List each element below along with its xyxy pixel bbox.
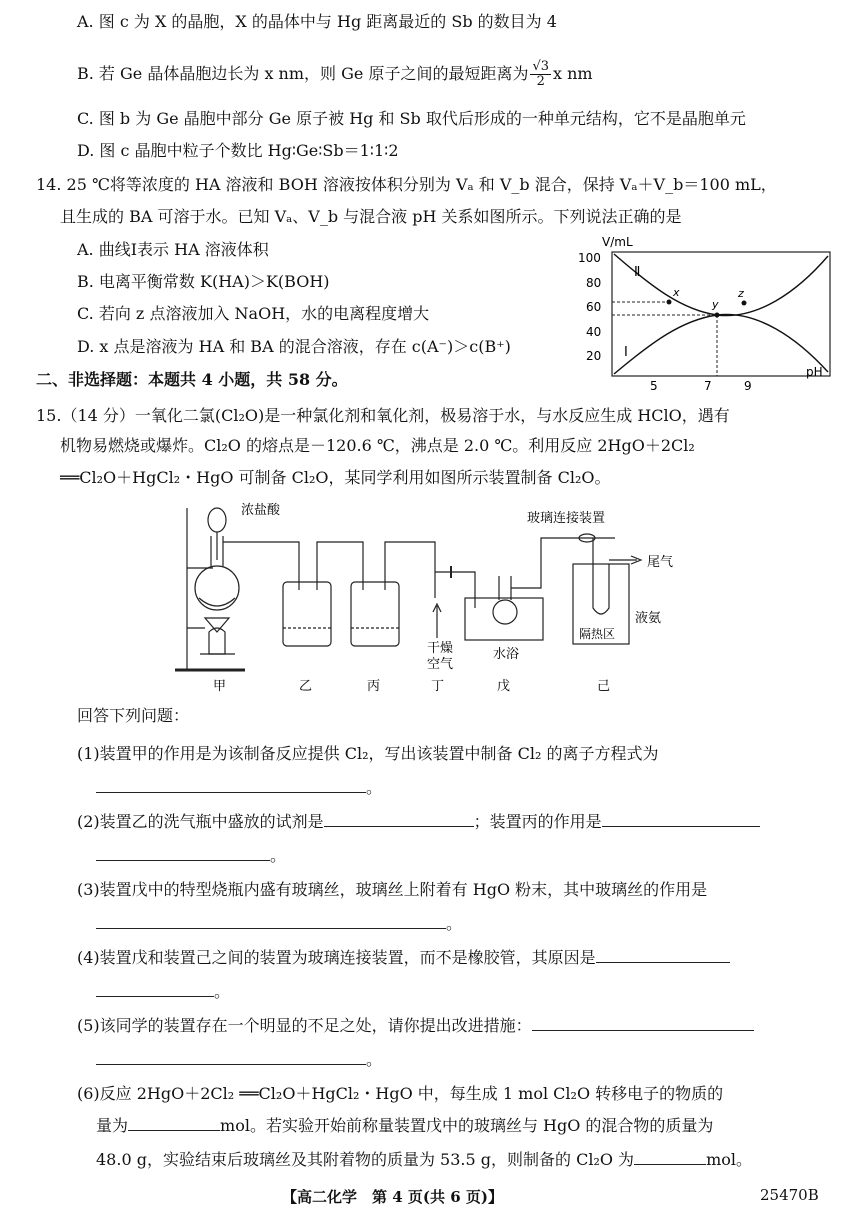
footer-code: 25470B bbox=[760, 1186, 819, 1204]
q15-part6-line3 bbox=[96, 1148, 752, 1172]
q15-part5-prefix: (5)该同学的装置存在一个明显的不足之处，请你提出改进措施： bbox=[77, 1016, 532, 1035]
q15-stem-line3: ══Cl₂O＋HgCl₂・HgO 可制备 Cl₂O，某同学利用如图所示装置制备 Cl₂O。 bbox=[60, 468, 611, 487]
point-z-label: z bbox=[738, 287, 744, 300]
q13-option-b bbox=[77, 60, 593, 89]
label-glass-connector: 玻璃连接装置 bbox=[527, 511, 606, 526]
q13-option-c: C. 图 b 为 Ge 晶胞中部分 Ge 原子被 Hg 和 Sb 取代后形成的一种单元结构，它不是晶胞单元 bbox=[77, 109, 746, 128]
ytick-20: 20 bbox=[586, 349, 602, 363]
label-liquid-ammonia: 液氨 bbox=[635, 611, 662, 626]
answer-blank-2a[interactable] bbox=[324, 810, 474, 827]
section-2-heading: 二、非选择题：本题共 4 小题，共 58 分。 bbox=[36, 370, 348, 389]
answer-blank-6a[interactable] bbox=[128, 1114, 220, 1131]
graph-ylabel: V/mL bbox=[602, 235, 633, 249]
separatory-funnel bbox=[208, 508, 226, 532]
q15-part6-unit: mol。 bbox=[706, 1150, 752, 1169]
q15-part6-data: 48.0 g，实验结束后玻璃丝及其附着物的质量为 53.5 g，则制备的 Cl₂O 为 bbox=[96, 1150, 635, 1169]
curve-i-label: Ⅰ bbox=[624, 345, 628, 360]
q15-part4-prefix: (4)装置戊和装置己之间的装置为玻璃连接装置，而不是橡胶管，其原因是 bbox=[77, 948, 596, 967]
round-bottom-flask bbox=[195, 566, 239, 610]
graph-xlabel: pH bbox=[806, 365, 823, 379]
wash-bottle-bing bbox=[351, 582, 399, 646]
q15-part5-text bbox=[77, 1014, 754, 1038]
label-bing: 丙 bbox=[367, 679, 381, 694]
q15-part2-text bbox=[77, 810, 760, 834]
fraction-numerator: √3 bbox=[532, 59, 550, 74]
label-jia: 甲 bbox=[213, 679, 227, 694]
flask-liquid bbox=[199, 598, 235, 606]
period: 。 bbox=[366, 778, 383, 797]
q15-part1-answer bbox=[96, 776, 382, 800]
label-water-bath: 水浴 bbox=[493, 647, 520, 662]
q14-option-a: A. 曲线Ⅰ表示 HA 溶液体积 bbox=[77, 240, 269, 259]
answer-blank-4a[interactable] bbox=[596, 946, 730, 963]
footer-page-info: 【高二化学 第 4 页(共 6 页)】 bbox=[282, 1188, 503, 1206]
ytick-100: 100 bbox=[578, 251, 601, 265]
special-flask bbox=[493, 600, 517, 624]
period: 。 bbox=[270, 846, 287, 865]
label-dry-2: 空气 bbox=[427, 657, 454, 672]
q15-stem-line1: 15.（14 分）一氧化二氯(Cl₂O)是一种氯化剂和氧化剂，极易溶于水，与水反应生成 HClO，遇有 bbox=[36, 406, 730, 425]
answer-blank-4b[interactable] bbox=[96, 980, 214, 997]
apparatus-diagram bbox=[175, 498, 687, 694]
answer-blank-2c[interactable] bbox=[96, 844, 270, 861]
glass-connector bbox=[511, 538, 615, 588]
xtick-5: 5 bbox=[650, 379, 658, 393]
wash-bottle-yi bbox=[283, 582, 331, 646]
label-ji: 己 bbox=[597, 679, 611, 694]
point-z bbox=[742, 301, 747, 306]
q14-option-b: B. 电离平衡常数 K(HA)＞K(BOH) bbox=[77, 272, 330, 291]
q15-part2-mid: ；装置丙的作用是 bbox=[473, 812, 602, 831]
answer-blank-5a[interactable] bbox=[532, 1014, 754, 1031]
answer-blank-2b[interactable] bbox=[602, 810, 760, 827]
tube-jia-yi bbox=[223, 542, 299, 590]
fraction-sqrt3-over-2 bbox=[530, 60, 551, 89]
xtick-7: 7 bbox=[704, 379, 712, 393]
label-conc-hcl: 浓盐酸 bbox=[241, 503, 281, 518]
q15-part5-cont bbox=[96, 1048, 382, 1072]
water-bath-trough bbox=[465, 598, 543, 640]
answer-blank-6b[interactable] bbox=[634, 1148, 706, 1165]
point-y bbox=[715, 313, 720, 318]
wire-gauze bbox=[205, 618, 229, 632]
period: 。 bbox=[214, 982, 231, 1001]
point-x-label: x bbox=[673, 286, 680, 299]
q14-stem-line2: 且生成的 BA 可溶于水。已知 Vₐ、V_b 与混合液 pH 关系如图所示。下列说法正确的是 bbox=[60, 207, 682, 226]
u-tube bbox=[593, 538, 609, 614]
q13-option-b-unit: x nm bbox=[553, 64, 593, 83]
q15-part6-mid: mol。若实验开始前称量装置戊中的玻璃丝与 HgO 的混合物的质量为 bbox=[220, 1116, 714, 1135]
xtick-9: 9 bbox=[744, 379, 752, 393]
period: 。 bbox=[446, 914, 463, 933]
period: 。 bbox=[366, 1050, 383, 1069]
label-tail-gas: 尾气 bbox=[647, 555, 674, 570]
q14-option-c: C. 若向 z 点溶液加入 NaOH，水的电离程度增大 bbox=[77, 304, 430, 323]
q13-option-a: A. 图 c 为 X 的晶胞，X 的晶体中与 Hg 距离最近的 Sb 的数目为 4 bbox=[77, 12, 557, 31]
q15-part2-cont bbox=[96, 844, 286, 868]
q15-part4-cont bbox=[96, 980, 230, 1004]
label-dry-1: 干燥 bbox=[427, 641, 454, 656]
q15-part3-text: (3)装置戊中的特型烧瓶内盛有玻璃丝，玻璃丝上附着有 HgO 粉末，其中玻璃丝的作用是 bbox=[77, 880, 708, 899]
label-insulation-zone: 隔热区 bbox=[579, 627, 616, 641]
q15-part1-text: (1)装置甲的作用是为该制备反应提供 Cl₂，写出该装置中制备 Cl₂ 的离子方程式为 bbox=[77, 744, 659, 763]
answer-blank-1[interactable] bbox=[96, 776, 366, 793]
q15-part4-text bbox=[77, 946, 730, 970]
label-yi: 乙 bbox=[299, 679, 313, 694]
ytick-40: 40 bbox=[586, 325, 602, 339]
ph-volume-graph bbox=[572, 232, 834, 394]
curve-i bbox=[614, 314, 828, 374]
q14-option-d: D. x 点是溶液为 HA 和 BA 的混合溶液，存在 c(A⁻)＞c(B⁺) bbox=[77, 337, 511, 356]
tube-yi-bing bbox=[317, 542, 363, 590]
answer-blank-5b[interactable] bbox=[96, 1048, 366, 1065]
q14-stem-line1: 14. 25 ℃将等浓度的 HA 溶液和 BOH 溶液按体积分别为 Vₐ 和 V_b 混合，保持 Vₐ＋V_b＝100 mL， bbox=[36, 175, 777, 194]
curve-ii-label: Ⅱ bbox=[634, 265, 641, 280]
q15-stem-line2: 机物易燃烧或爆炸。Cl₂O 的熔点是－120.6 ℃，沸点是 2.0 ℃。利用反应 2HgO＋2Cl₂ bbox=[60, 436, 695, 455]
label-wu: 戊 bbox=[497, 679, 511, 694]
q13-option-d: D. 图 c 晶胞中粒子个数比 Hg∶Ge∶Sb＝1∶1∶2 bbox=[77, 141, 399, 160]
q15-part2-prefix: (2)装置乙的洗气瓶中盛放的试剂是 bbox=[77, 812, 324, 831]
q15-part6-text: (6)反应 2HgO＋2Cl₂ ══Cl₂O＋HgCl₂・HgO 中，每生成 1 mol Cl₂O 转移电子的物质的 bbox=[77, 1084, 724, 1103]
answer-blank-3[interactable] bbox=[96, 912, 446, 929]
fraction-denominator: 2 bbox=[536, 74, 545, 89]
ytick-60: 60 bbox=[586, 300, 602, 314]
q15-part3-answer bbox=[96, 912, 462, 936]
ytick-80: 80 bbox=[586, 276, 602, 290]
q15-part6-line2 bbox=[96, 1114, 713, 1138]
label-ding: 丁 bbox=[431, 679, 445, 694]
q15-part6-prefix: 量为 bbox=[96, 1116, 129, 1135]
tube-bing-ding bbox=[385, 542, 435, 598]
q13-option-b-text: B. 若 Ge 晶体晶胞边长为 x nm，则 Ge 原子之间的最短距离为 bbox=[77, 64, 529, 83]
answer-prompt: 回答下列问题： bbox=[77, 706, 190, 725]
point-y-label: y bbox=[712, 298, 719, 311]
point-x bbox=[667, 300, 672, 305]
tube-ding-wu bbox=[435, 572, 475, 608]
curve-ii bbox=[614, 254, 828, 316]
